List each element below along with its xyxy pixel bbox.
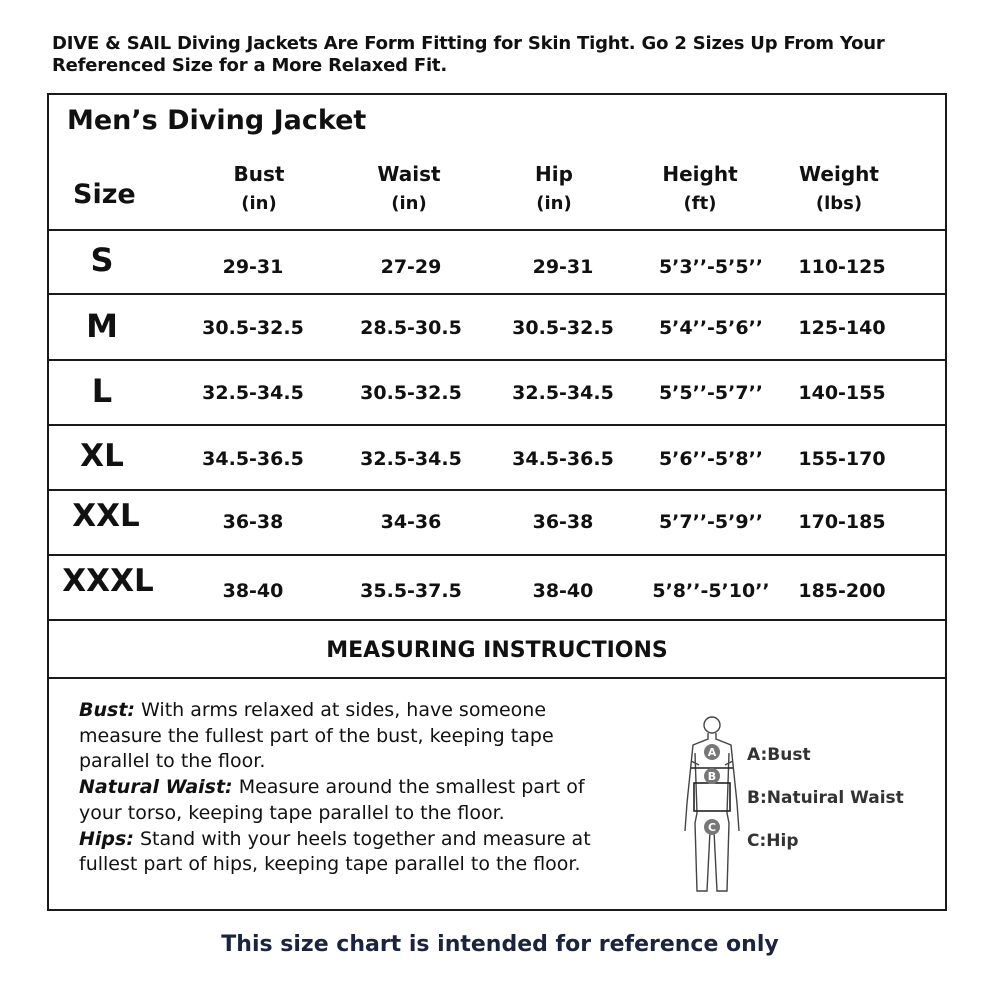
bust-text: With arms relaxed at sides, have someone measure the fullest part of the bust, keeping tape parallel to the floor. — [79, 699, 554, 773]
table-cell: 32.5-34.5 — [202, 382, 304, 404]
table-cell: 38-40 — [222, 580, 284, 602]
body-figure-icon — [677, 713, 747, 903]
column-header-height — [630, 159, 770, 219]
divider — [49, 489, 945, 491]
size-label: XXL — [72, 498, 140, 534]
table-cell: 5’5’’-5’7’’ — [658, 382, 764, 404]
table-cell: 155-170 — [798, 448, 886, 470]
marker-b: B — [707, 770, 717, 783]
instructions-heading: MEASURING INSTRUCTIONS — [326, 638, 668, 663]
hips-text: Stand with your heels together and measure at fullest part of hips, keeping tape parallel to the floor. — [79, 827, 591, 876]
table-cell: 140-155 — [798, 382, 886, 404]
waist-text: Measure around the smallest part of your torso, keeping tape parallel to the floor. — [79, 776, 585, 824]
table-cell: 125-140 — [798, 317, 886, 339]
table-cell: 185-200 — [798, 580, 886, 602]
column-header-weight — [769, 159, 909, 219]
column-unit: (lbs) — [815, 193, 863, 214]
table-cell: 30.5-32.5 — [360, 382, 462, 404]
table-cell: 5’8’’-5’10’’ — [652, 580, 770, 602]
size-label: XL — [80, 438, 124, 474]
column-unit: (in) — [391, 193, 427, 214]
table-cell: 29-31 — [532, 256, 594, 278]
table-cell: 5’3’’-5’5’’ — [658, 256, 764, 278]
hips-label: Hips: — [79, 827, 134, 850]
column-header-hip — [484, 159, 624, 219]
column-unit: (ft) — [683, 193, 717, 214]
bust-label: Bust: — [79, 699, 135, 721]
table-cell: 35.5-37.5 — [360, 580, 462, 602]
table-cell: 5’4’’-5’6’’ — [658, 317, 764, 339]
column-header-bust — [189, 159, 329, 219]
table-cell: 30.5-32.5 — [202, 317, 304, 339]
fit-notice: DIVE & SAIL Diving Jackets Are Form Fitting for Skin Tight. Go 2 Sizes Up From Your Referenced Size for a More Relaxed Fit. — [52, 33, 885, 76]
waist-label: Natural Waist: — [79, 776, 233, 799]
size-label: M — [86, 307, 118, 345]
table-cell: 36-38 — [222, 511, 284, 533]
divider — [49, 424, 945, 426]
size-label: L — [91, 372, 113, 410]
table-cell: 5’6’’-5’8’’ — [658, 448, 764, 470]
size-column-header: Size — [73, 179, 136, 210]
reference-disclaimer: This size chart is intended for reference only — [221, 932, 779, 957]
marker-a: A — [707, 746, 717, 759]
column-unit: (in) — [536, 193, 572, 214]
chart-title: Men’s Diving Jacket — [67, 105, 367, 136]
table-cell: 5’7’’-5’9’’ — [658, 511, 764, 533]
column-header-waist — [339, 159, 479, 219]
table-cell: 32.5-34.5 — [512, 382, 614, 404]
table-cell: 34.5-36.5 — [202, 448, 304, 470]
column-name: Weight — [799, 162, 879, 186]
size-label: XXXL — [62, 563, 154, 599]
column-name: Bust — [233, 162, 285, 186]
figure-label-waist: B:Natuiral Waist — [747, 788, 904, 808]
table-cell: 27-29 — [380, 256, 442, 278]
table-cell: 32.5-34.5 — [360, 448, 462, 470]
table-cell: 170-185 — [798, 511, 886, 533]
size-label: S — [90, 241, 114, 279]
divider — [49, 619, 945, 621]
figure-label-hip: C:Hip — [747, 831, 799, 851]
table-cell: 38-40 — [532, 580, 594, 602]
table-cell: 29-31 — [222, 256, 284, 278]
table-cell: 36-38 — [532, 511, 594, 533]
divider — [49, 229, 945, 231]
divider — [49, 677, 945, 679]
table-cell: 110-125 — [798, 256, 886, 278]
instructions-text — [79, 698, 599, 878]
column-name: Height — [662, 162, 738, 186]
marker-c: C — [707, 821, 717, 834]
table-cell: 28.5-30.5 — [360, 317, 462, 339]
size-chart — [47, 93, 947, 911]
column-unit: (in) — [241, 193, 277, 214]
divider — [49, 554, 945, 556]
table-cell: 30.5-32.5 — [512, 317, 614, 339]
divider — [49, 293, 945, 295]
table-cell: 34-36 — [380, 511, 442, 533]
column-name: Hip — [535, 162, 573, 186]
column-name: Waist — [377, 162, 441, 186]
table-cell: 34.5-36.5 — [512, 448, 614, 470]
figure-label-bust: A:Bust — [747, 745, 811, 765]
divider — [49, 359, 945, 361]
